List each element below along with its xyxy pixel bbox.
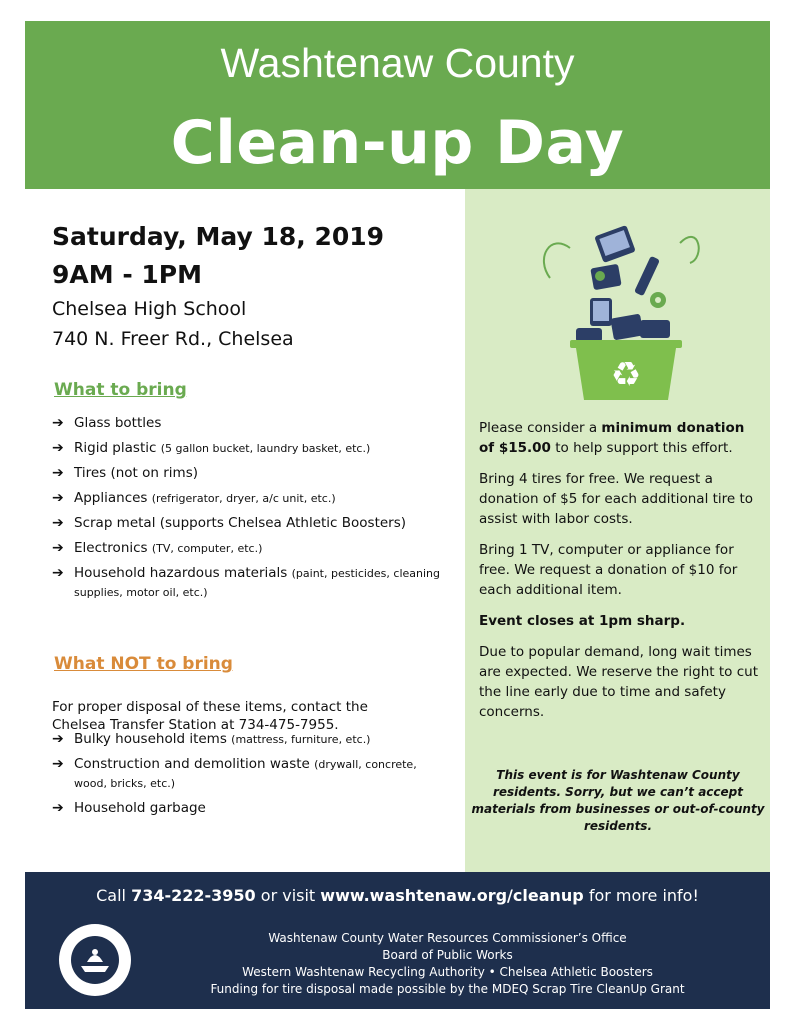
county-seal-icon: [57, 922, 133, 998]
list-item: ➔ Household garbage: [52, 800, 206, 816]
arrow-right-icon: ➔: [52, 800, 64, 816]
event-address: 740 N. Freer Rd., Chelsea: [52, 328, 294, 350]
wait-paragraph: Due to popular demand, long wait times are expected. We reserve the right to cut the line early due to time and safety concerns.: [479, 644, 758, 720]
list-item: ➔ Glass bottles: [52, 415, 162, 431]
arrow-right-icon: ➔: [52, 465, 64, 481]
disposal-note: For proper disposal of these items, contact the Chelsea Transfer Station at 734-475-7955.: [52, 698, 368, 733]
arrow-right-icon: ➔: [52, 565, 64, 581]
bring-list: [52, 414, 452, 608]
list-item: ➔ Rigid plastic (5 gallon bucket, laundry basket, etc.): [52, 440, 371, 456]
arrow-right-icon: ➔: [52, 440, 64, 456]
donation-info: [479, 418, 759, 733]
donation-paragraph: Please consider a minimum donation of $15.00 to help support this effort.: [479, 420, 745, 456]
recycle-bin-icon: [530, 218, 715, 403]
list-item: ➔ Household hazardous materials (paint, pesticides, cleaning supplies, motor oil, etc.): [52, 565, 440, 599]
arrow-right-icon: ➔: [52, 540, 64, 556]
phone-number: 734-222-3950: [131, 886, 256, 905]
website-link[interactable]: www.washtenaw.org/cleanup: [320, 886, 584, 905]
event-title: Clean-up Day: [170, 108, 625, 178]
event-time: 9AM - 1PM: [52, 260, 202, 289]
not-bring-list: [52, 730, 452, 824]
tires-paragraph: Bring 4 tires for free. We request a donation of $5 for each additional tire to assist with labor costs.: [479, 471, 754, 527]
header-banner: [25, 21, 770, 189]
what-to-bring-heading: What to bring: [54, 380, 187, 400]
tv-paragraph: Bring 1 TV, computer or appliance for free. We request a donation of $10 for each additional item.: [479, 542, 738, 598]
what-not-to-bring-heading: What NOT to bring: [54, 654, 233, 674]
list-item: ➔ Appliances (refrigerator, dryer, a/c unit, etc.): [52, 490, 336, 506]
event-date: Saturday, May 18, 2019: [52, 222, 385, 251]
closing-time: Event closes at 1pm sharp.: [479, 613, 686, 629]
footer: [25, 872, 770, 1009]
event-venue: Chelsea High School: [52, 298, 247, 320]
arrow-right-icon: ➔: [52, 490, 64, 506]
list-item: ➔ Bulky household items (mattress, furniture, etc.): [52, 731, 371, 747]
arrow-right-icon: ➔: [52, 731, 64, 747]
list-item: ➔ Scrap metal (supports Chelsea Athletic Boosters): [52, 515, 407, 531]
county-title: Washtenaw County: [220, 40, 575, 86]
residency-notice: This event is for Washtenaw County residents. Sorry, but we can’t accept materials from businesses or out-of-county residents.: [471, 768, 765, 833]
list-item: ➔ Construction and demolition waste (drywall, concrete, wood, bricks, etc.): [52, 756, 417, 790]
sponsor-credits: Washtenaw County Water Resources Commissioner’s Office Board of Public Works Western Washtenaw Recycling Authority • Chelsea Athletic Boosters Funding for tire disposal made possible by the MDEQ Scrap Tire CleanUp Grant: [210, 931, 685, 996]
list-item: ➔ Electronics (TV, computer, etc.): [52, 540, 263, 556]
arrow-right-icon: ➔: [52, 756, 64, 772]
arrow-right-icon: ➔: [52, 415, 64, 431]
list-item: ➔ Tires (not on rims): [52, 465, 198, 481]
svg-text:♻: ♻: [610, 355, 642, 395]
contact-callout: Call 734-222-3950 or visit www.washtenaw.org/cleanup for more info!: [96, 886, 699, 905]
event-details: [52, 218, 452, 816]
arrow-right-icon: ➔: [52, 515, 64, 531]
